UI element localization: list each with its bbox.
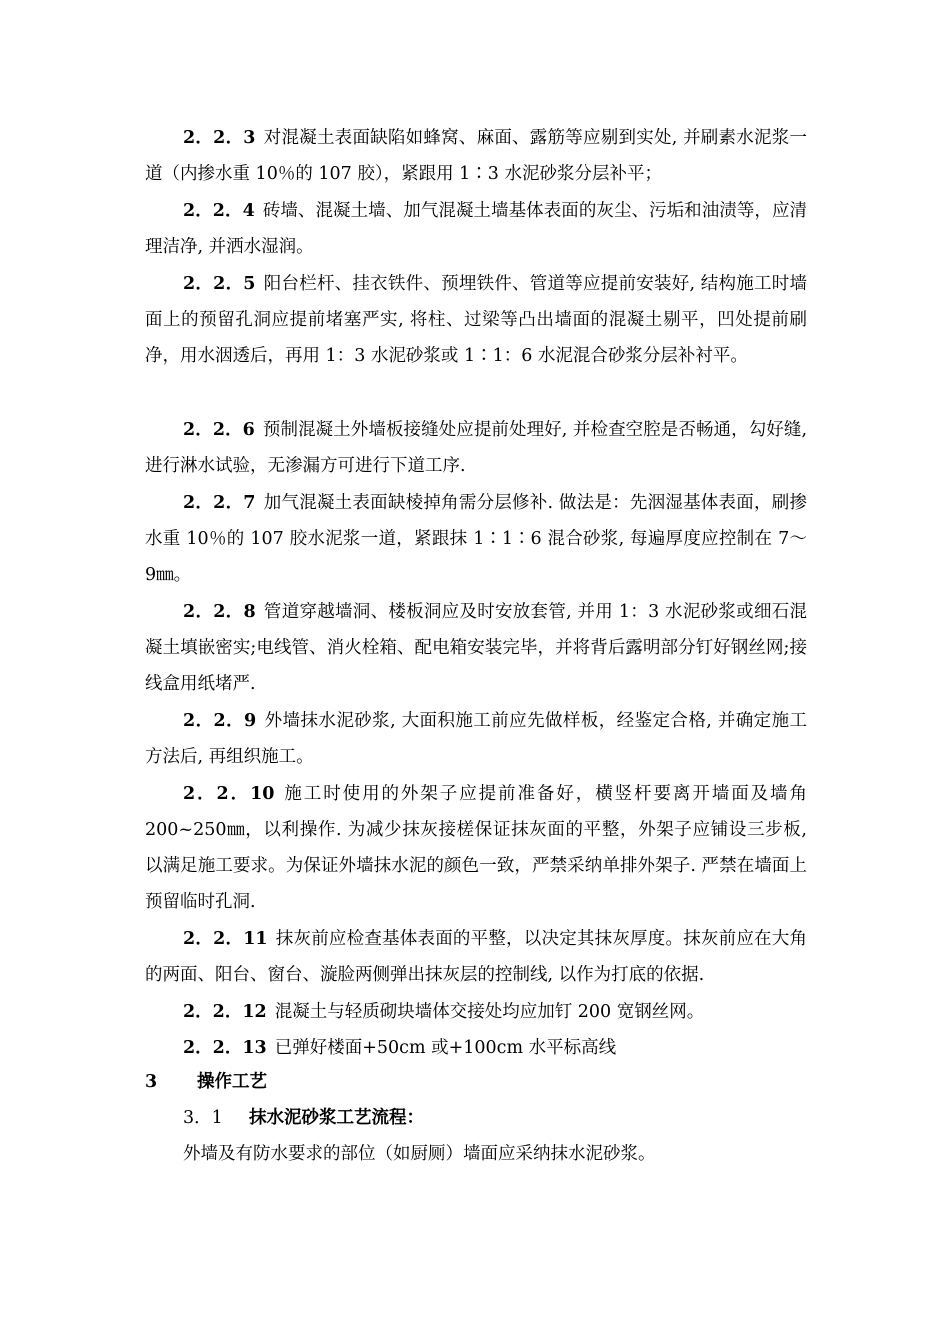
clause-number: 2．2．4: [183, 201, 255, 221]
clause-number: 2．2．6: [183, 420, 255, 440]
paragraph-2-2-7: [145, 485, 807, 593]
clause-text: 已弹好楼面+50cm 或+100cm 水平标高线: [274, 1038, 617, 1058]
subsection-number: 3．1: [183, 1108, 223, 1128]
clause-number: 2．2．3: [183, 128, 256, 148]
clause-text: 加气混凝土表面缺棱掉角需分层修补. 做法是：先洇湿基体表面，刷掺水重 10％的 107 胶水泥浆一道，紧跟抹 1∶1∶6 混合砂浆, 每遍厚度应控制在 7～9㎜。: [145, 493, 807, 585]
paragraph-2-2-13: [145, 1030, 807, 1066]
clause-number: 2．2．11: [183, 929, 268, 949]
clause-number: 2．2．8: [183, 602, 256, 622]
clause-text: 阳台栏杆、挂衣铁件、预埋铁件、管道等应提前安装好, 结构施工时墙面上的预留孔洞应提前堵塞严实, 将柱、过梁等凸出墙面的混凝土剔平，凹处提前刷净，用水洇透后，再用 1：3 水泥砂浆或 1∶1：6 水泥混合砂浆分层补衬平。: [145, 274, 807, 366]
section-number: 3: [145, 1072, 158, 1092]
clause-text: 外墙抹水泥砂浆, 大面积施工前应先做样板，经鉴定合格, 并确定施工方法后, 再组织施工。: [145, 711, 808, 767]
clause-number: 2．2．12: [183, 1002, 267, 1022]
paragraph-2-2-9: [145, 703, 807, 775]
clause-number: 2．2．5: [183, 274, 256, 294]
paragraph-2-2-3: [145, 120, 807, 192]
paragraph-2-2-12: [145, 994, 807, 1030]
clause-text: 管道穿越墙洞、楼板洞应及时安放套管, 并用 1：3 水泥砂浆或细石混凝土填嵌密实;电线管、消火栓箱、配电箱安装完毕，并将背后露明部分钉好钢丝网;接线盒用纸堵严.: [145, 602, 807, 694]
clause-text: 砖墙、混凝土墙、加气混凝土墙基体表面的灰尘、污垢和油渍等，应清理洁净, 并洒水湿润。: [145, 201, 808, 257]
paragraph-2-2-5: [145, 266, 807, 374]
section-heading: [145, 1066, 267, 1098]
subsection-title: 抹水泥砂浆工艺流程：: [249, 1108, 424, 1128]
paragraph-2-2-6: [145, 412, 807, 484]
paragraph-2-2-4: [145, 193, 807, 265]
paragraph-2-2-8: [145, 594, 807, 702]
clause-number: 2．2．10: [183, 784, 275, 804]
section-title: 操作工艺: [197, 1072, 267, 1092]
clause-text: 抹灰前应检查基体表面的平整，以决定其抹灰厚度。抹灰前应在大角的两面、阳台、窗台、漩脸两侧弹出抹灰层的控制线, 以作为打底的依据.: [145, 929, 807, 985]
clause-text: 对混凝土表面缺陷如蜂窝、麻面、露筋等应剔到实处, 并刷素水泥浆一道（内掺水重 10％的 107 胶），紧跟用 1∶3 水泥砂浆分层补平；: [145, 128, 807, 184]
clause-number: 2．2．7: [183, 493, 256, 513]
clause-text: 施工时使用的外架子应提前准备好，横竖杆要离开墙面及墙角 200~250㎜，以利操作. 为减少抹灰接槎保证抹灰面的平整，外架子应铺设三步板, 以满足施工要求。为保证外墙抹水泥的颜色一致，严禁采纳单排外架子. 严禁在墙面上预留临时孔洞.: [145, 784, 807, 912]
subsection-heading: [183, 1102, 424, 1134]
paragraph-2-2-10: [145, 776, 807, 920]
paragraph-2-2-11: [145, 921, 807, 993]
clause-text: 预制混凝土外墙板接缝处应提前处理好, 并检查空腔是否畅通，勾好缝, 进行淋水试验，无渗漏方可进行下道工序.: [145, 420, 808, 476]
closing-paragraph: 外墙及有防水要求的部位（如厨厕）墙面应采纳抹水泥砂浆。: [183, 1144, 656, 1164]
clause-text: 混凝土与轻质砌块墙体交接处均应加钉 200 宽钢丝网。: [274, 1002, 705, 1022]
clause-number: 2．2．9: [183, 711, 257, 731]
clause-number: 2．2．13: [183, 1038, 267, 1058]
